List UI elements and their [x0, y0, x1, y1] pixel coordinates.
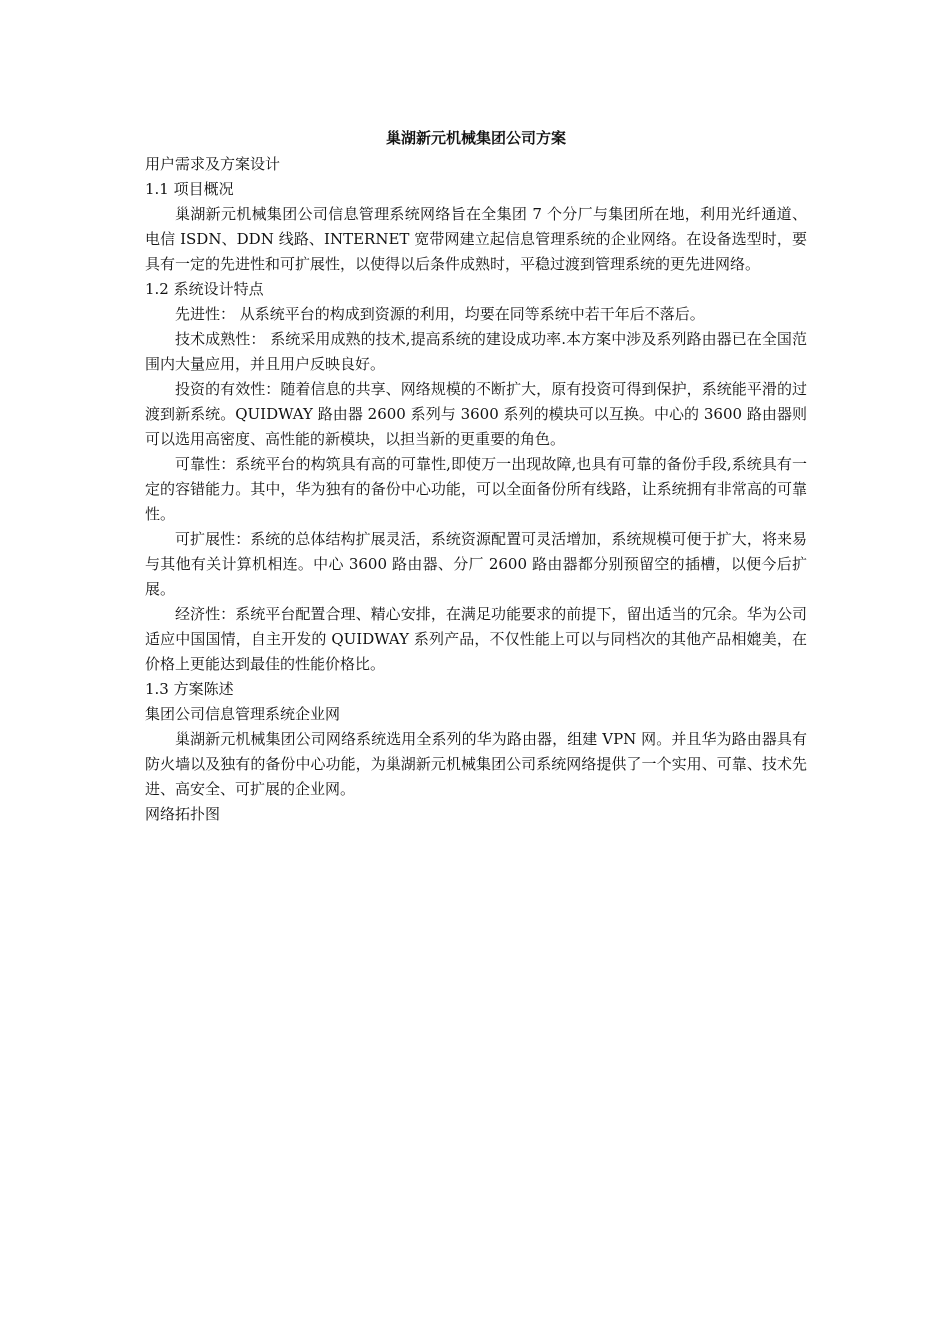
section-heading-1-2: 1.2 系统设计特点 — [145, 280, 264, 298]
paragraph-investment-effectiveness: 投资的有效性：随着信息的共享、网络规模的不断扩大，原有投资可得到保护，系统能平滑的过渡到新系统。QUIDWAY 路由器 2600 系列与 3600 系列的模块可以互换。中心的 3600 路由器则可以选用高密度、高性能的新模块，以担当新的更重要的角色。 — [145, 380, 807, 448]
section-heading-1-1: 1.1 项目概况 — [145, 180, 234, 198]
paragraph-technical-maturity: 技术成熟性： 系统采用成熟的技术,提高系统的建设成功率.本方案中涉及系列路由器已在全国范围内大量应用，并且用户反映良好。 — [145, 330, 807, 373]
section-heading-1-3: 1.3 方案陈述 — [145, 680, 234, 698]
paragraph-scalability: 可扩展性：系统的总体结构扩展灵活，系统资源配置可灵活增加，系统规模可便于扩大，将来易与其他有关计算机相连。中心 3600 路由器、分厂 2600 路由器都分别预留空的插槽，以便今后扩展。 — [145, 530, 807, 598]
paragraph-reliability: 可靠性：系统平台的构筑具有高的可靠性,即使万一出现故障,也具有可靠的备份手段,系统具有一定的容错能力。其中，华为独有的备份中心功能，可以全面备份所有线路，让系统拥有非常高的可靠性。 — [145, 455, 807, 523]
paragraph-economy: 经济性：系统平台配置合理、精心安排，在满足功能要求的前提下，留出适当的冗余。华为公司适应中国国情，自主开发的 QUIDWAY 系列产品，不仅性能上可以与同档次的其他产品相媲美，在价格上更能达到最佳的性能价格比。 — [145, 605, 807, 673]
heading-requirements: 用户需求及方案设计 — [145, 155, 281, 173]
document-body — [145, 126, 807, 827]
heading-network-topology: 网络拓扑图 — [145, 805, 221, 823]
paragraph-advanced: 先进性： 从系统平台的构成到资源的利用，均要在同等系统中若干年后不落后。 — [175, 305, 705, 323]
paragraph-project-overview: 巢湖新元机械集团公司信息管理系统网络旨在全集团 7 个分厂与集团所在地，利用光纤通道、电信 ISDN、DDN 线路、INTERNET 宽带网建立起信息管理系统的企业网络。在设备选型时，要具有一定的先进性和可扩展性，以使得以后条件成熟时，平稳过渡到管理系统的更先进网络。 — [145, 205, 807, 273]
paragraph-solution-statement: 巢湖新元机械集团公司网络系统选用全系列的华为路由器，组建 VPN 网。并且华为路由器具有防火墙以及独有的备份中心功能，为巢湖新元机械集团公司系统网络提供了一个实用、可靠、技术先进、高安全、可扩展的企业网。 — [145, 730, 807, 798]
document-title: 巢湖新元机械集团公司方案 — [385, 129, 566, 147]
heading-enterprise-network: 集团公司信息管理系统企业网 — [145, 705, 341, 723]
